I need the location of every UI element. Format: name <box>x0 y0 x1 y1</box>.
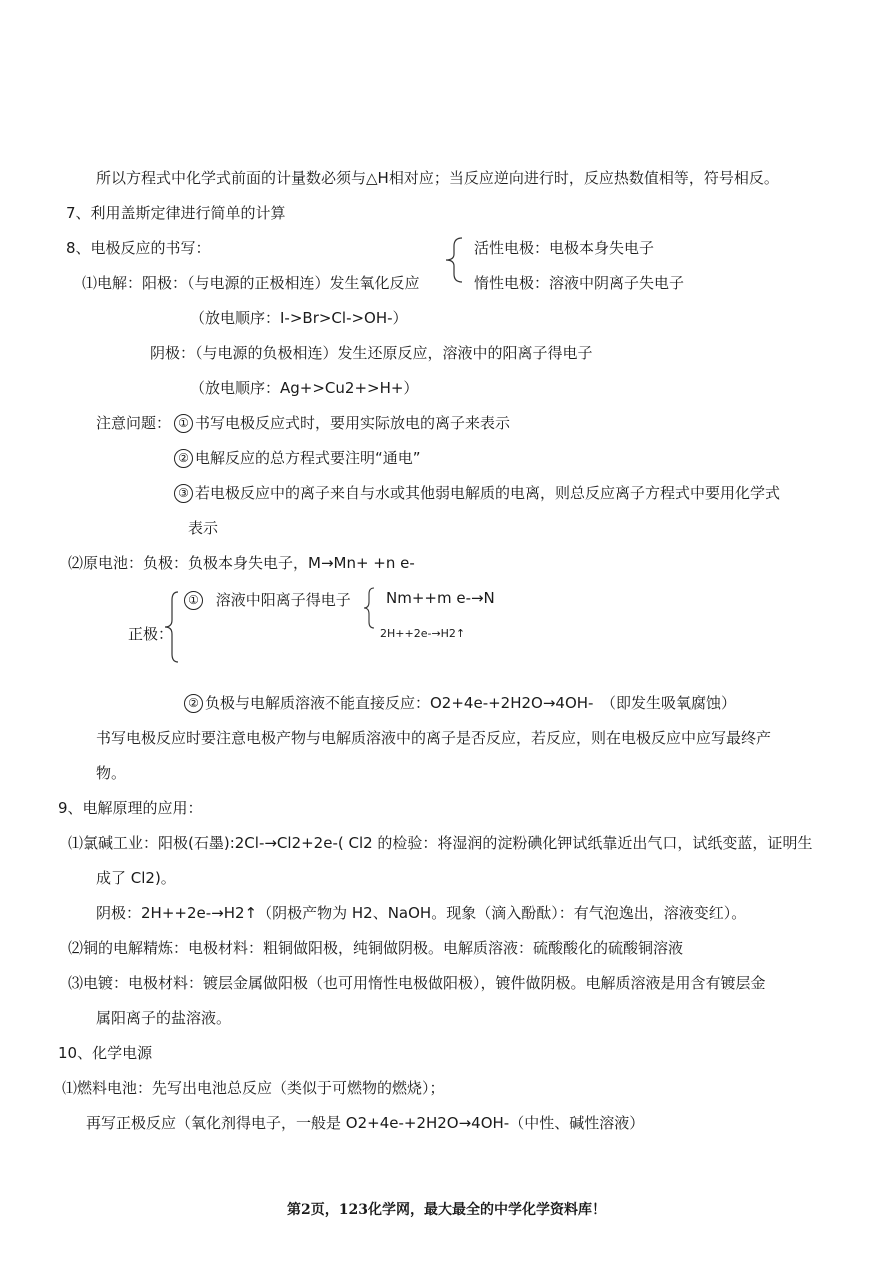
text-line: ⑴燃料电池：先写出电池总反应（类似于可燃物的燃烧）； <box>62 1079 445 1097</box>
text-line: 活性电极：电极本身失电子 <box>474 239 655 257</box>
text-line: 2H++2e-→H2↑ <box>380 627 466 640</box>
text-line: ⑵原电池：负极：负极本身失电子，M→Mn+ +n e- <box>68 554 415 572</box>
numbered-item <box>174 483 780 503</box>
brace-icon <box>362 586 378 630</box>
text-line: 表示 <box>188 519 219 537</box>
brace-icon <box>442 236 466 284</box>
numbered-item <box>184 590 351 610</box>
section-heading: 7、利用盖斯定律进行简单的计算 <box>66 204 286 222</box>
text-line: Nm++m e-→N <box>386 589 495 607</box>
text-line: 注意问题： <box>96 414 172 432</box>
circle-number: ② <box>174 449 193 468</box>
item-text: 若电极反应中的离子来自与水或其他弱电解质的电离，则总反应离子方程式中要用化学式 <box>195 484 781 502</box>
circle-number: ① <box>184 591 203 610</box>
numbered-item <box>184 693 736 713</box>
section-heading: 9、电解原理的应用： <box>58 799 203 817</box>
text-line: 所以方程式中化学式前面的计量数必须与△H相对应；当反应逆向进行时，反应热数值相等，符号相反。 <box>96 169 779 187</box>
text-line: 惰性电极：溶液中阴离子失电子 <box>474 274 685 292</box>
text-line: 书写电极反应时要注意电极产物与电解质溶液中的离子是否反应，若反应，则在电极反应中应写最终产 <box>96 729 772 747</box>
text-line: 阴极：2H++2e-→H2↑（阴极产物为 H2、NaOH。现象（滴入酚酞）：有气泡逸出，溶液变红）。 <box>96 904 747 922</box>
item-text: 溶液中阳离子得电子 <box>215 591 351 609</box>
item-text: 电解反应的总方程式要注明“通电” <box>195 449 421 467</box>
text-line: ⑴电解：阳极：（与电源的正极相连）发生氧化反应 <box>82 274 420 292</box>
circle-number: ③ <box>174 484 193 503</box>
section-heading: 8、电极反应的书写： <box>66 239 211 257</box>
text-line: ⑴氯碱工业：阳极(石墨):2Cl-→Cl2+2e-( Cl2 的检验：将湿润的淀粉碘化钾试纸靠近出气口，试纸变蓝，证明生 <box>68 834 813 852</box>
text-line: ⑶电镀：电极材料：镀层金属做阳极（也可用惰性电极做阳极），镀件做阴极。电解质溶液是用含有镀层金 <box>68 974 766 992</box>
text-line: 再写正极反应（氧化剂得电子，一般是 O2+4e-+2H2O→4OH-（中性、碱性溶液） <box>86 1114 645 1132</box>
numbered-item <box>174 413 510 433</box>
text-line: ⑵铜的电解精炼：电极材料：粗铜做阳极，纯铜做阴极。电解质溶液：硫酸酸化的硫酸铜溶液 <box>68 939 684 957</box>
page-footer: 第2页，123化学网，最大最全的中学化学资料库！ <box>287 1202 606 1218</box>
item-text: 负极与电解质溶液不能直接反应：O2+4e-+2H2O→4OH- （即发生吸氧腐蚀） <box>205 694 736 712</box>
text-line: （放电顺序：I->Br>Cl->OH-） <box>190 309 408 327</box>
item-text: 书写电极反应式时，要用实际放电的离子来表示 <box>195 414 511 432</box>
circle-number: ① <box>174 414 193 433</box>
text-line: 正极： <box>128 625 174 643</box>
circle-number: ② <box>184 694 203 713</box>
text-line: 物。 <box>96 764 127 782</box>
text-line: 成了 Cl2)。 <box>96 869 176 887</box>
text-line: 属阳离子的盐溶液。 <box>96 1009 232 1027</box>
numbered-item <box>174 448 421 468</box>
text-line: 阴极：（与电源的负极相连）发生还原反应，溶液中的阳离子得电子 <box>150 344 593 362</box>
section-heading: 10、化学电源 <box>58 1044 153 1062</box>
text-line: （放电顺序：Ag+>Cu2+>H+） <box>190 379 419 397</box>
